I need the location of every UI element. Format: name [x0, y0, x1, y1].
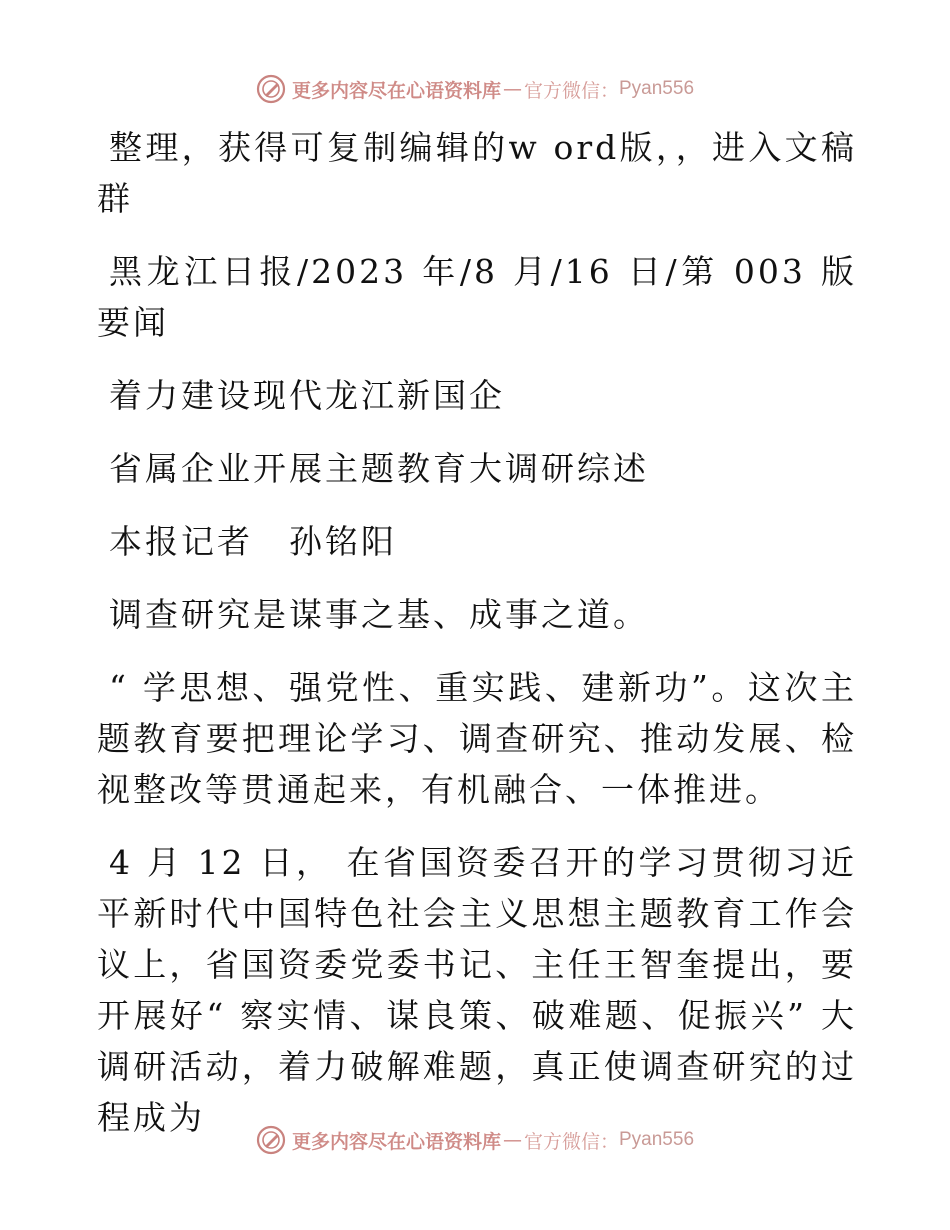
watermark-wechat-id: Pyan556	[619, 78, 695, 99]
body-paragraph: 4 月 12 日， 在省国资委召开的学习贯彻习近平新时代中国特色社会主义思想主题教育工作会议上，省国资委党委书记、主任王智奎提出，要开展好“ 察实情、谋良策、破难题、促振兴” 大调研活动，着力破解难题，真正使调查研究的过程成为	[97, 843, 857, 1137]
watermark-brand: 更多内容尽在心语资料库	[291, 1130, 501, 1153]
article-subtitle: 省属企业开展主题教育大调研综述	[109, 449, 649, 488]
byline: 本报记者 孙铭阳	[109, 522, 397, 561]
watermark-brand: 更多内容尽在心语资料库	[291, 79, 501, 102]
brand-logo-icon	[256, 1125, 286, 1155]
dateline: 黑龙江日报/2023 年/8 月/16 日/第 003 版要闻	[97, 252, 857, 342]
header-watermark	[0, 74, 950, 104]
brand-logo-icon	[256, 74, 286, 104]
watermark-dash: —	[502, 78, 522, 100]
watermark-dash: —	[502, 1129, 522, 1151]
watermark-wechat-id: Pyan556	[619, 1129, 695, 1150]
watermark-official-label: 官方微信：	[523, 79, 619, 102]
watermark-official-label: 官方微信：	[523, 1130, 619, 1153]
body-paragraph: 调查研究是谋事之基、成事之道。	[109, 595, 649, 634]
article-title: 着力建设现代龙江新国企	[109, 376, 505, 415]
body-paragraph: “ 学思想、强党性、重实践、建新功”。这次主题教育要把理论学习、调查研究、推动发展、检视整改等贯通起来，有机融合、一体推进。	[97, 668, 857, 809]
intro-note: 整理，获得可复制编辑的w ord版，，进入文稿群	[97, 128, 857, 218]
footer-watermark	[0, 1125, 950, 1155]
document-body	[97, 122, 857, 1165]
